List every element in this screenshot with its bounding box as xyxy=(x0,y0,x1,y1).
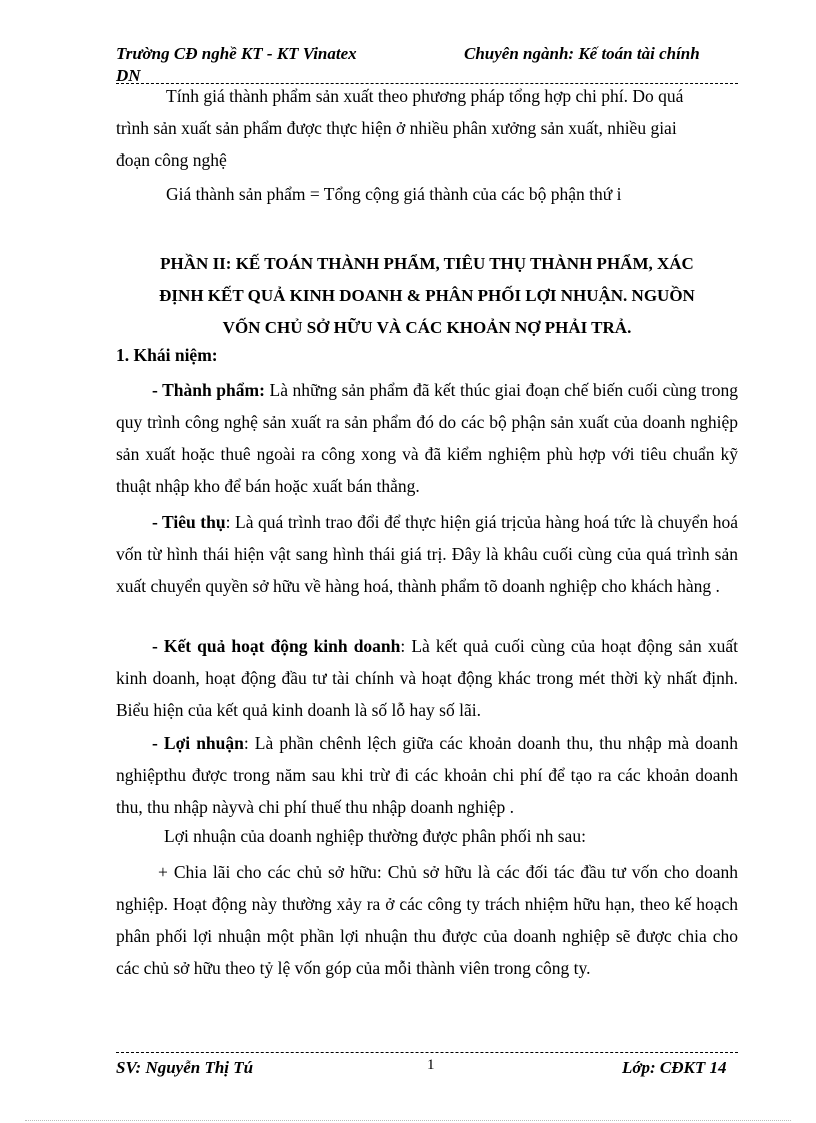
text-loi-nhuan: : Là phần chênh lệch giữa các khoản doanh thu, thu nhập mà doanh nghiệpthu được trong năm sau khi trừ đi các khoản chi phí để tạo ra các khoản doanh thu, thu nhập nàyvà chi phí thuế thu nhập doanh nghiệp . xyxy=(116,733,739,817)
intro-line-1: Tính giá thành phẩm sản xuất theo phương pháp tổng hợp chi phí. Do quá xyxy=(166,86,684,106)
paragraph-phan-phoi: Lợi nhuận của doanh nghiệp thường được phân phối nh sau: xyxy=(164,826,586,846)
paragraph-chia-lai: + Chia lãi cho các chủ sở hữu: Chủ sở hữu là các đối tác đầu tư vốn cho doanh nghiệp. Hoạt động này thường xảy ra ở các công ty trách nhiệm hữu hạn, theo kế hoạch phân phối lợi nhuận một phần lợi nhuận thu được của doanh nghiệp sẽ được chia cho các chủ sở hữu theo tỷ lệ vốn góp của mỗi thành viên trong công ty. xyxy=(116,862,738,978)
footer-class: Lớp: CĐKT 14 xyxy=(622,1058,727,1077)
page-bottom-edge xyxy=(25,1120,791,1121)
part-title-line-3: VỐN CHỦ SỞ HỮU VÀ CÁC KHOẢN NỢ PHẢI TRẢ. xyxy=(222,318,632,337)
header-divider xyxy=(116,83,738,84)
paragraph-tieu-thu xyxy=(116,506,738,602)
term-loi-nhuan: - Lợi nhuận xyxy=(152,733,244,753)
page-number: 1 xyxy=(427,1057,435,1073)
section-heading: 1. Khái niệm: xyxy=(116,345,218,365)
header-school-cont: DN xyxy=(116,66,141,85)
footer-divider xyxy=(116,1052,738,1053)
term-ket-qua: - Kết quả hoạt động kinh doanh xyxy=(152,636,401,656)
paragraph-thanh-pham xyxy=(116,374,738,502)
term-thanh-pham: - Thành phẩm: xyxy=(152,380,265,400)
part-title-line-2: ĐỊNH KẾT QUẢ KINH DOANH & PHÂN PHỐI LỢI NHUẬN. NGUỒN xyxy=(159,286,695,305)
intro-line-2: trình sản xuất sản phẩm được thực hiện ở nhiều phân xưởng sản xuất, nhiều giai xyxy=(116,118,677,138)
formula: Giá thành sản phẩm = Tổng cộng giá thành của các bộ phận thứ i xyxy=(166,184,622,204)
term-tieu-thu: - Tiêu thụ xyxy=(152,512,226,532)
text-tieu-thu: : Là quá trình trao đổi để thực hiện giá trịcủa hàng hoá tức là chuyển hoá vốn từ hình thái hiện vật sang hình thái giá trị. Đây là khâu cuối cùng của quá trình sản xuất chuyển quyền sở hữu về hàng hoá, thành phẩm tõ doanh nghiệp cho khách hàng . xyxy=(116,512,738,596)
part-title-line-1: PHẦN II: KẾ TOÁN THÀNH PHẨM, TIÊU THỤ THÀNH PHẨM, XÁC xyxy=(160,254,694,273)
header-major: Chuyên ngành: Kế toán tài chính xyxy=(464,44,700,63)
text-thanh-pham: Là những sản phẩm đã kết thúc giai đoạn chế biến cuối cùng trong quy trình công nghệ sản xuất ra sản phẩm đó do các bộ phận sản xuất của doanh nghiệp sản xuất hoặc thuê ngoài ra công xong và đã kiểm nghiệm phù hợp với tiêu chuẩn kỹ thuật nhập kho để bán hoặc xuất bán thẳng. xyxy=(116,380,738,496)
header-school: Trường CĐ nghề KT - KT Vinatex xyxy=(116,44,357,63)
footer-student: SV: Nguyễn Thị Tú xyxy=(116,1058,254,1077)
paragraph-ket-qua xyxy=(116,630,738,726)
intro-line-3: đoạn công nghệ xyxy=(116,150,227,170)
text-ket-qua: : Là kết quả cuối cùng của hoạt động sản xuất kinh doanh, hoạt động đầu tư tài chính và hoạt động khác trong mét thời kỳ nhất định. Biểu hiện của kết quả kinh doanh là số lỗ hay số lãi. xyxy=(116,636,738,720)
paragraph-loi-nhuan xyxy=(116,727,738,823)
